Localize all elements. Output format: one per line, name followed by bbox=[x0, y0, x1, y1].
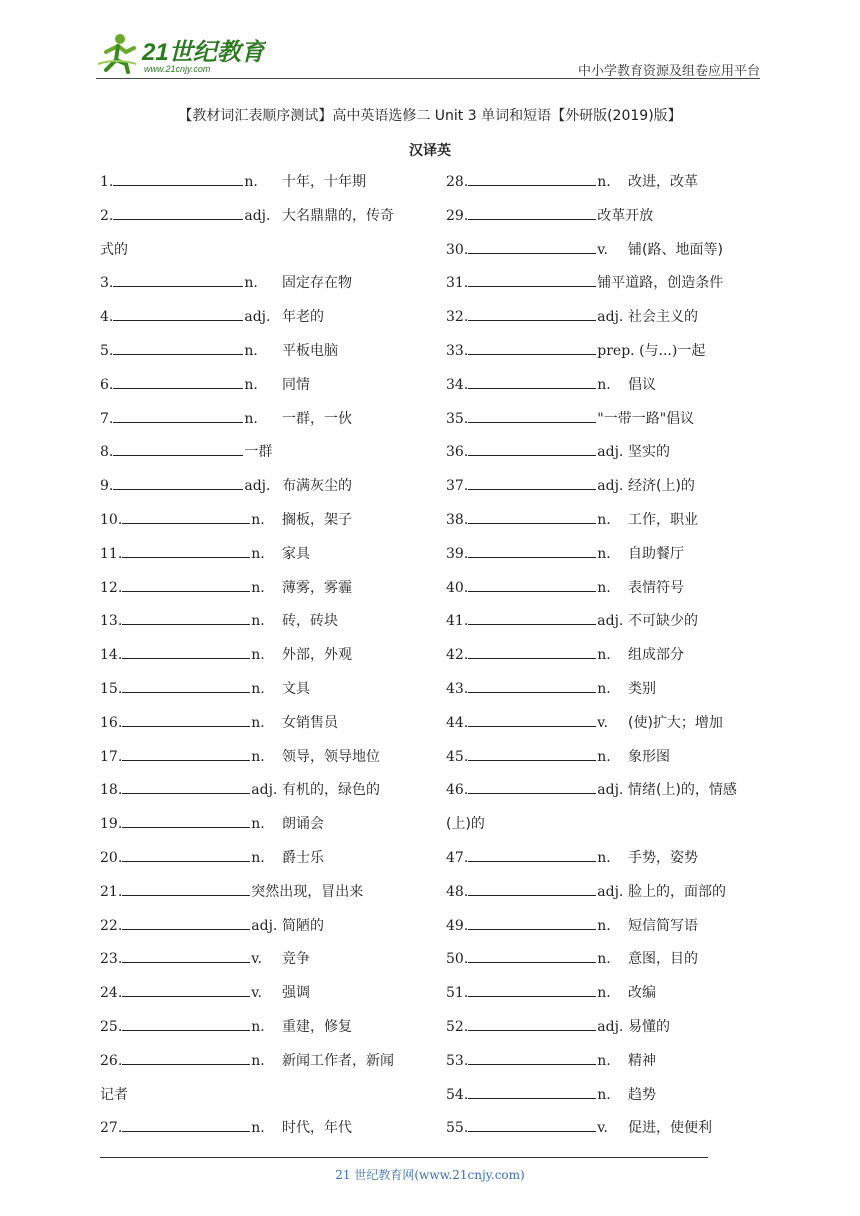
vocab-item bbox=[446, 572, 766, 606]
answer-blank[interactable] bbox=[122, 509, 250, 524]
item-number: 50. bbox=[446, 951, 469, 968]
part-of-speech: n. bbox=[251, 1120, 265, 1137]
vocab-item bbox=[446, 808, 766, 842]
part-of-speech: n. bbox=[244, 342, 258, 359]
item-number: 29. bbox=[446, 207, 469, 224]
item-number: 26. bbox=[100, 1052, 123, 1069]
meaning-continuation: 式的 bbox=[100, 241, 128, 258]
chinese-meaning: 薄雾，雾霾 bbox=[282, 579, 352, 596]
vocab-item bbox=[446, 234, 766, 268]
vocab-item bbox=[446, 842, 766, 876]
part-of-speech: n. bbox=[251, 816, 265, 833]
vocab-item bbox=[100, 538, 420, 572]
answer-blank[interactable] bbox=[468, 982, 596, 997]
chinese-meaning: 爵士乐 bbox=[282, 849, 324, 866]
page-header bbox=[96, 30, 760, 78]
vocab-item bbox=[100, 234, 420, 268]
part-of-speech: adj. bbox=[244, 309, 271, 326]
left-column bbox=[100, 166, 420, 1146]
answer-blank[interactable] bbox=[468, 340, 596, 355]
part-of-speech: n. bbox=[597, 951, 611, 968]
part-of-speech: adj. bbox=[597, 478, 624, 495]
answer-blank[interactable] bbox=[468, 610, 596, 625]
chinese-meaning: 强调 bbox=[282, 985, 310, 1002]
vocab-item bbox=[446, 335, 766, 369]
chinese-meaning: 倡议 bbox=[628, 376, 656, 393]
chinese-meaning: 外部，外观 bbox=[282, 647, 352, 664]
part-of-speech: n. bbox=[597, 579, 611, 596]
part-of-speech: n. bbox=[251, 1018, 265, 1035]
vocab-item bbox=[100, 910, 420, 944]
part-of-speech: "一带一路"倡议 bbox=[597, 410, 695, 427]
chinese-meaning: (使)扩大；增加 bbox=[628, 714, 723, 731]
vocab-item bbox=[100, 1045, 420, 1079]
answer-blank[interactable] bbox=[468, 171, 596, 186]
vocab-item bbox=[446, 605, 766, 639]
answer-blank[interactable] bbox=[113, 272, 243, 287]
item-number: 6. bbox=[100, 376, 114, 393]
vocab-item bbox=[100, 673, 420, 707]
part-of-speech: v. bbox=[251, 951, 262, 968]
answer-blank[interactable] bbox=[468, 272, 596, 287]
answer-blank[interactable] bbox=[113, 171, 243, 186]
footer-text: 21 世纪教育网(www.21cnjy.com) bbox=[335, 1168, 525, 1182]
answer-blank[interactable] bbox=[468, 1016, 596, 1031]
item-number: 21. bbox=[100, 883, 123, 900]
answer-blank[interactable] bbox=[122, 982, 250, 997]
chinese-meaning: 重建，修复 bbox=[282, 1018, 352, 1035]
vocab-item bbox=[446, 1112, 766, 1146]
item-number: 43. bbox=[446, 680, 469, 697]
chinese-meaning: 新闻工作者，新闻 bbox=[282, 1052, 394, 1069]
vocab-item bbox=[100, 808, 420, 842]
answer-blank[interactable] bbox=[468, 1117, 596, 1132]
part-of-speech: v. bbox=[597, 241, 608, 258]
chinese-meaning: 短信简写语 bbox=[628, 917, 698, 934]
answer-blank[interactable] bbox=[122, 746, 250, 761]
part-of-speech: n. bbox=[244, 275, 258, 292]
part-of-speech: n. bbox=[597, 511, 611, 528]
item-number: 30. bbox=[446, 241, 469, 258]
part-of-speech: adj. bbox=[244, 207, 271, 224]
answer-blank[interactable] bbox=[468, 712, 596, 727]
chinese-meaning: 组成部分 bbox=[628, 647, 684, 664]
answer-blank[interactable] bbox=[468, 948, 596, 963]
item-number: 27. bbox=[100, 1120, 123, 1137]
item-number: 34. bbox=[446, 376, 469, 393]
item-number: 10. bbox=[100, 511, 123, 528]
answer-blank[interactable] bbox=[122, 1117, 250, 1132]
header-divider bbox=[96, 78, 760, 79]
answer-blank[interactable] bbox=[122, 543, 250, 558]
vocab-item bbox=[446, 876, 766, 910]
vocab-item bbox=[446, 774, 766, 808]
vocab-item bbox=[446, 267, 766, 301]
item-number: 41. bbox=[446, 613, 469, 630]
chinese-meaning: 象形图 bbox=[628, 748, 670, 765]
part-of-speech: adj. bbox=[597, 444, 624, 461]
vocab-item bbox=[100, 1112, 420, 1146]
item-number: 53. bbox=[446, 1052, 469, 1069]
part-of-speech: n. bbox=[597, 849, 611, 866]
answer-blank[interactable] bbox=[468, 475, 596, 490]
part-of-speech: n. bbox=[251, 748, 265, 765]
part-of-speech: n. bbox=[251, 511, 265, 528]
part-of-speech: n. bbox=[251, 714, 265, 731]
page-title: 【教材词汇表顺序测试】高中英语选修二 Unit 3 单词和短语【外研版(2019)版】 bbox=[178, 108, 682, 124]
vocab-item bbox=[446, 707, 766, 741]
chinese-meaning: 搁板，架子 bbox=[282, 511, 352, 528]
answer-blank[interactable] bbox=[468, 1084, 596, 1099]
item-number: 15. bbox=[100, 680, 123, 697]
vocab-item bbox=[100, 842, 420, 876]
vocab-item bbox=[100, 876, 420, 910]
answer-blank[interactable] bbox=[113, 408, 243, 423]
vocab-item bbox=[446, 741, 766, 775]
chinese-meaning: 促进，使便利 bbox=[628, 1120, 712, 1137]
chinese-meaning: 有机的，绿色的 bbox=[282, 782, 380, 799]
chinese-meaning: 大名鼎鼎的，传奇 bbox=[282, 207, 394, 224]
answer-blank[interactable] bbox=[468, 408, 596, 423]
vocab-item bbox=[100, 572, 420, 606]
answer-blank[interactable] bbox=[122, 881, 250, 896]
part-of-speech: prep. (与...)一起 bbox=[597, 342, 706, 359]
answer-blank[interactable] bbox=[468, 509, 596, 524]
answer-blank[interactable] bbox=[468, 1050, 596, 1065]
vocab-item bbox=[446, 301, 766, 335]
answer-blank[interactable] bbox=[122, 1050, 250, 1065]
answer-blank[interactable] bbox=[113, 441, 243, 456]
part-of-speech: n. bbox=[244, 174, 258, 190]
chinese-meaning: 年老的 bbox=[282, 309, 324, 326]
chinese-meaning: 同情 bbox=[282, 376, 310, 393]
vocab-item bbox=[100, 741, 420, 775]
answer-blank[interactable] bbox=[468, 374, 596, 389]
site-tagline: 中小学教育资源及组卷应用平台 bbox=[577, 64, 760, 79]
chinese-meaning: 类别 bbox=[628, 680, 656, 697]
answer-blank[interactable] bbox=[468, 577, 596, 592]
chinese-meaning: 竞争 bbox=[282, 951, 310, 968]
part-of-speech: adj. bbox=[597, 883, 624, 900]
part-of-speech: adj. bbox=[244, 478, 271, 495]
vocab-item bbox=[446, 369, 766, 403]
item-number: 49. bbox=[446, 917, 469, 934]
vocab-item bbox=[446, 166, 766, 200]
part-of-speech: 突然出现，冒出来 bbox=[251, 883, 364, 900]
section-title: 汉译英 bbox=[409, 143, 451, 159]
part-of-speech: n. bbox=[597, 680, 611, 697]
part-of-speech: n. bbox=[597, 1086, 611, 1103]
part-of-speech: n. bbox=[597, 985, 611, 1002]
answer-blank[interactable] bbox=[122, 712, 250, 727]
chinese-meaning: 女销售员 bbox=[282, 714, 338, 731]
vocab-item bbox=[100, 436, 420, 470]
vocab-item bbox=[100, 470, 420, 504]
vocab-item bbox=[100, 369, 420, 403]
item-number: 40. bbox=[446, 579, 469, 596]
item-number: 19. bbox=[100, 816, 123, 833]
item-number: 14. bbox=[100, 647, 123, 664]
item-number: 48. bbox=[446, 883, 469, 900]
vocab-item bbox=[446, 504, 766, 538]
answer-blank[interactable] bbox=[468, 239, 596, 254]
answer-blank[interactable] bbox=[122, 948, 250, 963]
answer-blank[interactable] bbox=[468, 678, 596, 693]
item-number: 35. bbox=[446, 410, 469, 427]
part-of-speech: 铺平道路，创造条件 bbox=[597, 275, 724, 292]
item-number: 28. bbox=[446, 174, 469, 190]
part-of-speech: 一群 bbox=[244, 444, 273, 461]
item-number: 55. bbox=[446, 1120, 469, 1137]
item-number: 23. bbox=[100, 951, 123, 968]
item-number: 18. bbox=[100, 782, 123, 799]
item-number: 46. bbox=[446, 782, 469, 799]
vocab-item bbox=[446, 538, 766, 572]
item-number: 37. bbox=[446, 478, 469, 495]
part-of-speech: n. bbox=[251, 579, 265, 596]
logo-icon bbox=[96, 30, 266, 76]
vocab-item bbox=[100, 707, 420, 741]
chinese-meaning: 文具 bbox=[282, 680, 310, 697]
item-number: 36. bbox=[446, 444, 469, 461]
chinese-meaning: 改编 bbox=[628, 985, 656, 1002]
svg-text:21世纪教育: 21世纪教育 bbox=[142, 39, 265, 66]
item-number: 33. bbox=[446, 342, 469, 359]
vocab-item bbox=[446, 436, 766, 470]
chinese-meaning: 易懂的 bbox=[628, 1018, 670, 1035]
vocab-item bbox=[446, 403, 766, 437]
part-of-speech: adj. bbox=[597, 782, 624, 799]
part-of-speech: n. bbox=[597, 1052, 611, 1069]
vocab-item bbox=[446, 977, 766, 1011]
chinese-meaning: 自助餐厅 bbox=[628, 545, 684, 562]
vocab-item bbox=[100, 774, 420, 808]
part-of-speech: n. bbox=[251, 849, 265, 866]
item-number: 39. bbox=[446, 545, 469, 562]
answer-blank[interactable] bbox=[468, 644, 596, 659]
chinese-meaning: 手势，姿势 bbox=[628, 849, 698, 866]
vocab-item bbox=[446, 943, 766, 977]
item-number: 52. bbox=[446, 1018, 469, 1035]
answer-blank[interactable] bbox=[113, 205, 243, 220]
answer-blank[interactable] bbox=[122, 915, 250, 930]
item-number: 22. bbox=[100, 917, 123, 934]
chinese-meaning: 脸上的，面部的 bbox=[628, 883, 726, 900]
item-number: 1. bbox=[100, 174, 114, 190]
answer-blank[interactable] bbox=[468, 205, 596, 220]
answer-blank[interactable] bbox=[468, 847, 596, 862]
vocab-item bbox=[100, 605, 420, 639]
answer-blank[interactable] bbox=[468, 746, 596, 761]
svg-text:www.21cnjy.com: www.21cnjy.com bbox=[144, 64, 211, 74]
answer-blank[interactable] bbox=[113, 340, 243, 355]
part-of-speech: adj. bbox=[597, 1018, 624, 1035]
chinese-meaning: 精神 bbox=[628, 1052, 656, 1069]
chinese-meaning: 十年，十年期 bbox=[282, 174, 366, 190]
part-of-speech: n. bbox=[597, 647, 611, 664]
vocab-item bbox=[446, 673, 766, 707]
vocab-item bbox=[100, 335, 420, 369]
chinese-meaning: 工作，职业 bbox=[628, 511, 698, 528]
item-number: 2. bbox=[100, 207, 114, 224]
part-of-speech: adj. bbox=[251, 917, 278, 934]
item-number: 44. bbox=[446, 714, 469, 731]
answer-blank[interactable] bbox=[113, 374, 243, 389]
part-of-speech: n. bbox=[251, 545, 265, 562]
item-number: 24. bbox=[100, 985, 123, 1002]
item-number: 7. bbox=[100, 410, 114, 427]
answer-blank[interactable] bbox=[113, 475, 243, 490]
answer-blank[interactable] bbox=[122, 779, 250, 794]
vocab-item bbox=[446, 200, 766, 234]
item-number: 25. bbox=[100, 1018, 123, 1035]
vocab-item bbox=[100, 1011, 420, 1045]
answer-blank[interactable] bbox=[468, 306, 596, 321]
chinese-meaning: 表情符号 bbox=[628, 579, 684, 596]
chinese-meaning: 平板电脑 bbox=[282, 342, 338, 359]
vocab-item bbox=[446, 470, 766, 504]
chinese-meaning: 家具 bbox=[282, 545, 310, 562]
item-number: 38. bbox=[446, 511, 469, 528]
vocab-item bbox=[100, 403, 420, 437]
answer-blank[interactable] bbox=[122, 577, 250, 592]
part-of-speech: adj. bbox=[251, 782, 278, 799]
vocab-item bbox=[446, 910, 766, 944]
item-number: 13. bbox=[100, 613, 123, 630]
part-of-speech: n. bbox=[597, 917, 611, 934]
chinese-meaning: 改进，改革 bbox=[628, 174, 698, 190]
vocab-item bbox=[446, 1045, 766, 1079]
footer-divider bbox=[100, 1157, 708, 1158]
vocab-item bbox=[100, 166, 420, 200]
item-number: 3. bbox=[100, 275, 114, 292]
vocab-item bbox=[100, 504, 420, 538]
vocab-item bbox=[100, 1079, 420, 1113]
part-of-speech: n. bbox=[251, 647, 265, 664]
chinese-meaning: 趋势 bbox=[628, 1086, 656, 1103]
answer-blank[interactable] bbox=[122, 1016, 250, 1031]
vocab-item bbox=[100, 267, 420, 301]
item-number: 5. bbox=[100, 342, 114, 359]
vocab-item bbox=[446, 639, 766, 673]
answer-blank[interactable] bbox=[122, 813, 250, 828]
item-number: 17. bbox=[100, 748, 123, 765]
chinese-meaning: 朗诵会 bbox=[282, 816, 324, 833]
item-number: 16. bbox=[100, 714, 123, 731]
part-of-speech: n. bbox=[597, 748, 611, 765]
item-number: 11. bbox=[100, 545, 123, 562]
chinese-meaning: 简陋的 bbox=[282, 917, 324, 934]
part-of-speech: n. bbox=[244, 410, 258, 427]
item-number: 20. bbox=[100, 849, 123, 866]
vocab-item bbox=[446, 1011, 766, 1045]
answer-blank[interactable] bbox=[122, 610, 250, 625]
part-of-speech: v. bbox=[597, 714, 608, 731]
item-number: 31. bbox=[446, 275, 469, 292]
meaning-continuation: (上)的 bbox=[446, 816, 485, 833]
item-number: 32. bbox=[446, 309, 469, 326]
chinese-meaning: 固定存在物 bbox=[282, 275, 352, 292]
part-of-speech: n. bbox=[597, 545, 611, 562]
part-of-speech: 改革开放 bbox=[597, 207, 654, 224]
answer-blank[interactable] bbox=[122, 678, 250, 693]
item-number: 12. bbox=[100, 579, 123, 596]
item-number: 9. bbox=[100, 478, 114, 495]
part-of-speech: adj. bbox=[597, 309, 624, 326]
vocab-item bbox=[446, 1079, 766, 1113]
chinese-meaning: 意图，目的 bbox=[628, 951, 698, 968]
answer-blank[interactable] bbox=[122, 847, 250, 862]
chinese-meaning: 一群，一伙 bbox=[282, 410, 352, 427]
chinese-meaning: 领导，领导地位 bbox=[282, 748, 380, 765]
part-of-speech: n. bbox=[244, 376, 258, 393]
answer-blank[interactable] bbox=[122, 644, 250, 659]
item-number: 47. bbox=[446, 849, 469, 866]
part-of-speech: adj. bbox=[597, 613, 624, 630]
part-of-speech: n. bbox=[251, 613, 265, 630]
vocab-item bbox=[100, 943, 420, 977]
answer-blank[interactable] bbox=[468, 779, 596, 794]
chinese-meaning: 铺(路、地面等) bbox=[628, 241, 723, 258]
item-number: 45. bbox=[446, 748, 469, 765]
answer-blank[interactable] bbox=[468, 915, 596, 930]
answer-blank[interactable] bbox=[468, 881, 596, 896]
part-of-speech: n. bbox=[597, 174, 611, 190]
chinese-meaning: 布满灰尘的 bbox=[282, 478, 352, 495]
answer-blank[interactable] bbox=[468, 543, 596, 558]
part-of-speech: n. bbox=[597, 376, 611, 393]
chinese-meaning: 不可缺少的 bbox=[628, 613, 698, 630]
answer-blank[interactable] bbox=[113, 306, 243, 321]
chinese-meaning: 时代，年代 bbox=[282, 1120, 352, 1137]
answer-blank[interactable] bbox=[468, 441, 596, 456]
vocab-item bbox=[100, 200, 420, 234]
vocab-item bbox=[100, 639, 420, 673]
meaning-continuation: 记者 bbox=[100, 1086, 128, 1103]
right-column bbox=[446, 166, 766, 1146]
item-number: 42. bbox=[446, 647, 469, 664]
part-of-speech: v. bbox=[251, 985, 262, 1002]
item-number: 4. bbox=[100, 309, 114, 326]
chinese-meaning: 经济(上)的 bbox=[628, 478, 695, 495]
chinese-meaning: 坚实的 bbox=[628, 444, 670, 461]
part-of-speech: n. bbox=[251, 1052, 265, 1069]
part-of-speech: n. bbox=[251, 680, 265, 697]
chinese-meaning: 社会主义的 bbox=[628, 309, 698, 326]
item-number: 51. bbox=[446, 985, 469, 1002]
part-of-speech: v. bbox=[597, 1120, 608, 1137]
item-number: 54. bbox=[446, 1086, 469, 1103]
vocab-item bbox=[100, 301, 420, 335]
chinese-meaning: 砖，砖块 bbox=[282, 613, 338, 630]
item-number: 8. bbox=[100, 444, 114, 461]
chinese-meaning: 情绪(上)的，情感 bbox=[628, 782, 737, 799]
vocab-item bbox=[100, 977, 420, 1011]
